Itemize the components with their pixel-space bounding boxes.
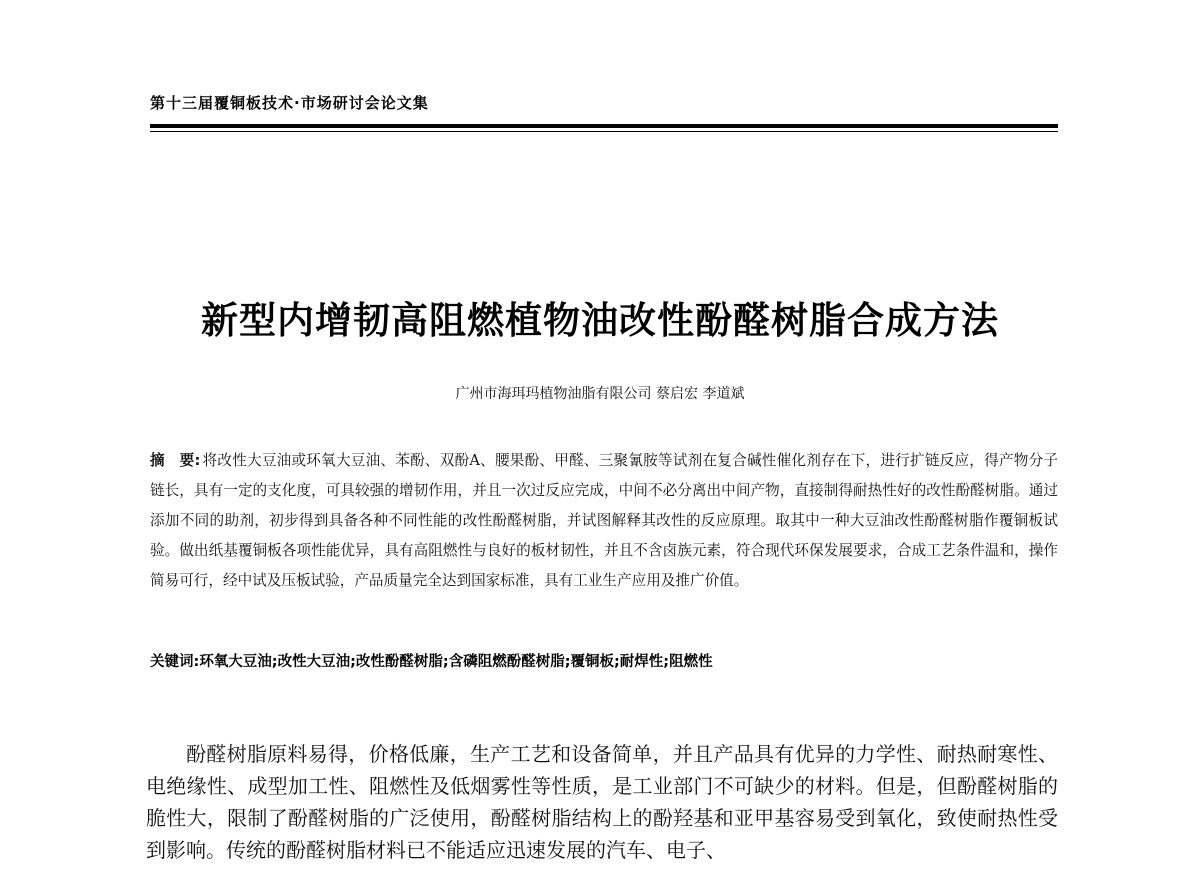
header-rule-thick xyxy=(150,124,1058,128)
abstract-text: 将改性大豆油或环氧大豆油、苯酚、双酚A、腰果酚、甲醛、三聚氰胺等试剂在复合碱性催化剂存在下，进行扩链反应，得产物分子链长，具有一定的支化度，可具较强的增韧作用，并且一次过反应完成，中间不必分离出中间产物，直接制得耐热性好的改性酚醛树脂。通过添加不同的助剂，初步得到具备各种不同性能的改性酚醛树脂，并试图解释其改性的反应原理。取其中一种大豆油改性酚醛树脂作覆铜板试验。做出纸基覆铜板各项性能优异，具有高阻燃性与良好的板材韧性，并且不含卤族元素，符合现代环保发展要求，合成工艺条件温和，操作简易可行，经中试及压板试验，产品质量完全达到国家标准，具有工业生产应用及推广价值。 xyxy=(150,452,1058,589)
paper-title: 新型内增韧高阻燃植物油改性酚醛树脂合成方法 xyxy=(201,299,999,342)
keywords-label: 关键词: xyxy=(150,654,200,670)
keywords-text: 环氧大豆油;改性大豆油;改性酚醛树脂;含磷阻燃酚醛树脂;覆铜板;耐焊性;阻燃性 xyxy=(199,654,713,670)
running-header: 第十三届覆铜板技术·市场研讨会论文集 xyxy=(150,94,429,112)
abstract-label: 摘 要: xyxy=(150,452,201,469)
author-affiliation: 广州市海珥玛植物油脂有限公司 蔡启宏 李道斌 xyxy=(455,386,745,402)
body-paragraph: 酚醛树脂原料易得，价格低廉，生产工艺和设备简单，并且产品具有优异的力学性、耐热耐寒性、电绝缘性、成型加工性、阻燃性及低烟雾性等性质，是工业部门不可缺少的材料。但是，但酚醛树脂的脆性大，限制了酚醛树脂的广泛使用，酚醛树脂结构上的酚羟基和亚甲基容易受到氧化，致使耐热性受到影响。传统的酚醛树脂材料已不能适应迅速发展的汽车、电子、 xyxy=(146,742,1058,862)
abstract xyxy=(150,446,1058,596)
header-rule-thin xyxy=(150,131,1058,132)
body-text xyxy=(146,738,1058,866)
keywords xyxy=(150,651,1058,673)
